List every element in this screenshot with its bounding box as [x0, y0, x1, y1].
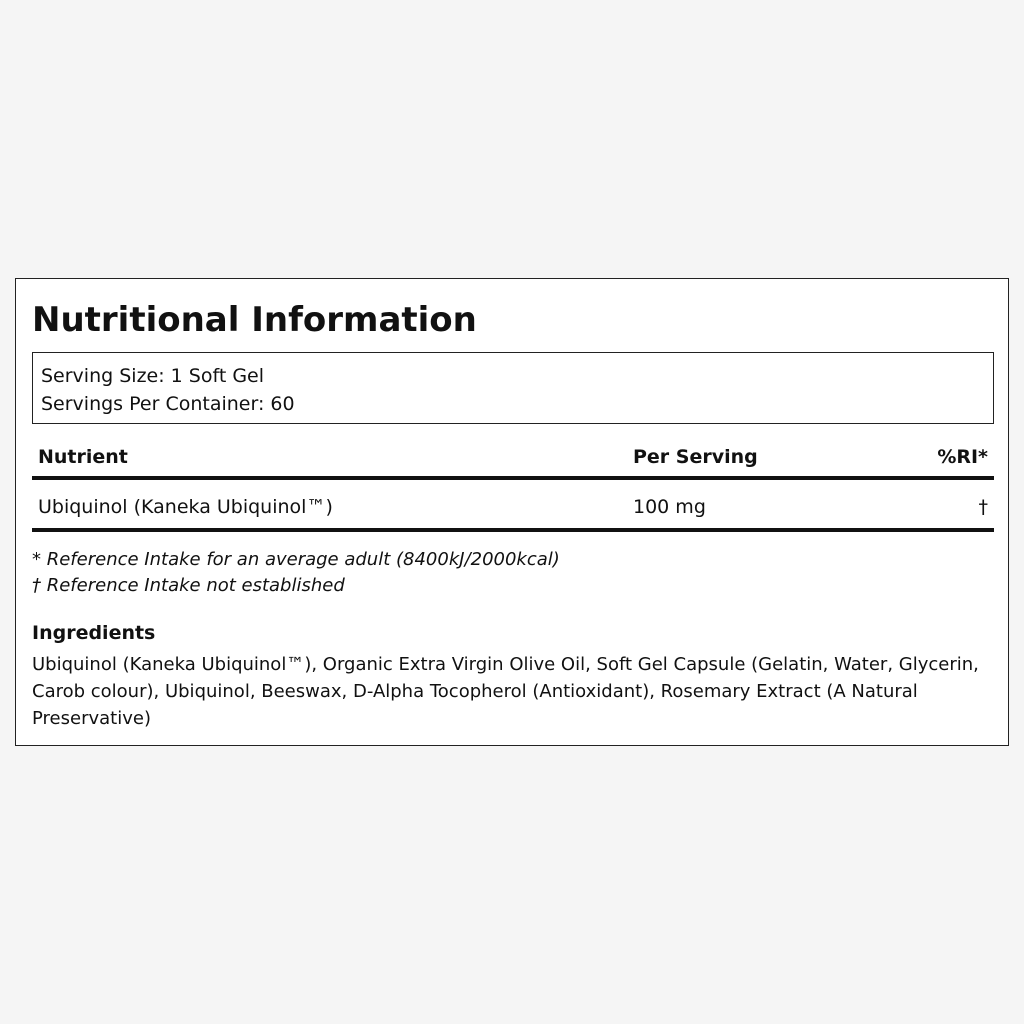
dagger-footnote: † Reference Intake not established [32, 575, 345, 596]
header-ri: %RI* [937, 446, 988, 468]
serving-info-box [32, 352, 994, 424]
nutrient-amount: 100 mg [633, 496, 706, 518]
ingredients-line: Carob colour), Ubiquinol, Beeswax, D-Alpha Tocopherol (Antioxidant), Rosemary Extract (A Natural [32, 681, 918, 702]
ri-footnote: * Reference Intake for an average adult (8400kJ/2000kcal) [32, 549, 560, 570]
serving-size: Serving Size: 1 Soft Gel [41, 365, 265, 387]
ingredients-line: Ubiquinol (Kaneka Ubiquinol™), Organic Extra Virgin Olive Oil, Soft Gel Capsule (Gelatin, Water, Glycerin, [32, 654, 979, 675]
servings-per-container: Servings Per Container: 60 [41, 393, 295, 415]
ingredients-line: Preservative) [32, 708, 151, 729]
header-nutrient: Nutrient [38, 446, 128, 468]
footnotes [32, 547, 560, 599]
nutrient-table [32, 442, 994, 532]
page-title: Nutritional Information [32, 300, 477, 340]
header-per-serving: Per Serving [633, 446, 758, 468]
nutrition-panel [15, 278, 1009, 746]
table-row [32, 480, 994, 532]
nutrient-name: Ubiquinol (Kaneka Ubiquinol™) [38, 496, 333, 518]
ingredients-text [32, 651, 992, 732]
ingredients-heading: Ingredients [32, 622, 156, 644]
table-header-row [32, 442, 994, 480]
nutrient-ri: † [978, 496, 988, 518]
